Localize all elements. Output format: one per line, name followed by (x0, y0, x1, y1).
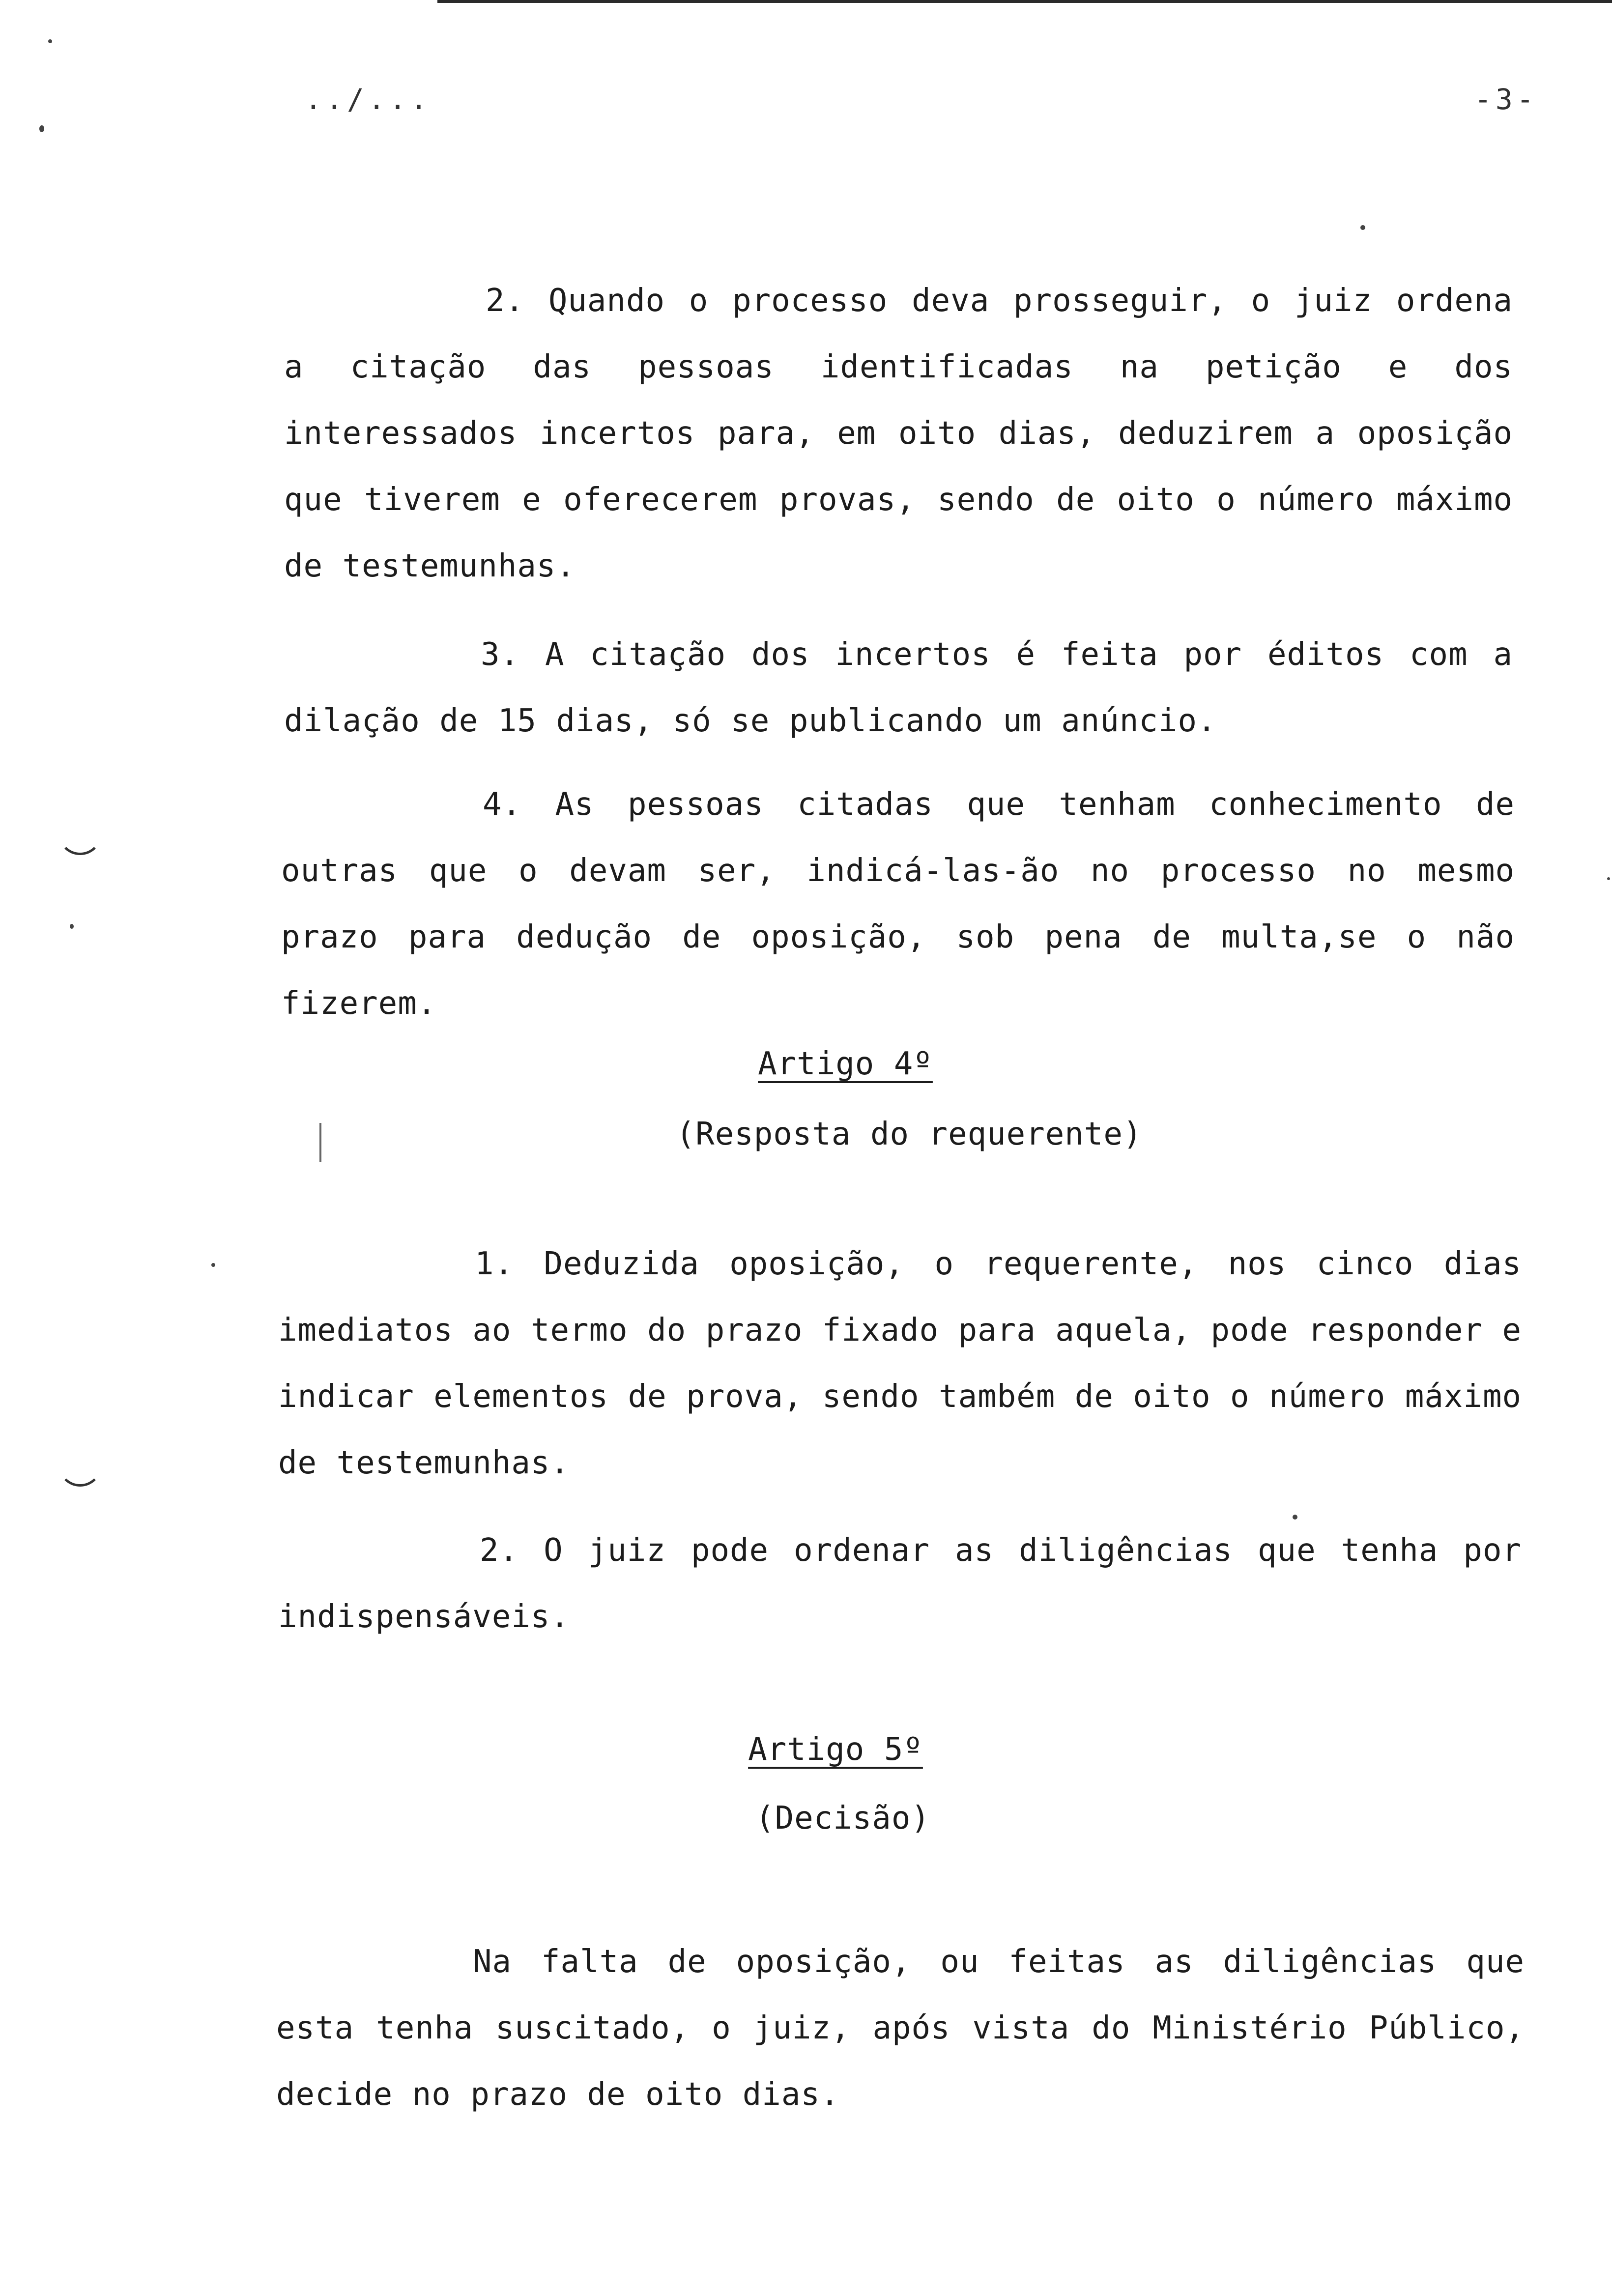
article-5-subtitle: (Decisão) (755, 1800, 930, 1837)
article-4-paragraph-2: 2. O juiz pode ordenar as diligências que tenha por indispensáveis. (278, 1532, 1522, 1635)
scan-speck (211, 1263, 215, 1267)
scan-mark-line (319, 1123, 321, 1162)
scan-speck (1293, 1515, 1297, 1520)
scan-speck (70, 924, 74, 929)
scan-speck (39, 125, 44, 132)
article-5-title: Artigo 5º (748, 1731, 923, 1768)
article-4-paragraph-1: 1. Deduzida oposição, o requerente, nos cinco dias imediatos ao termo do prazo fixado para aquela, pode responder e indicar elementos de prova, sendo também de oito o número máximo de testemunhas. (278, 1246, 1522, 1481)
paragraph-item-2: 2. Quando o processo deva prosseguir, o juiz ordena a citação das pessoas identificadas na petição e dos interessados incertos para, em oito dias, deduzirem a oposição que tiverem e oferecerem provas, sendo de oito o número máximo de testemunhas. (284, 283, 1513, 584)
scan-speck (48, 39, 52, 43)
scan-top-edge-line (437, 0, 1612, 3)
paragraph-item-3: 3. A citação dos incertos é feita por éditos com a dilação de 15 dias, só se publicando um anúncio. (284, 636, 1513, 739)
page-number: -3- (1474, 83, 1538, 116)
scan-speck (1607, 877, 1610, 880)
scan-speck (1360, 225, 1365, 230)
scan-mark-arc (58, 831, 102, 855)
article-4-title: Artigo 4º (758, 1046, 933, 1082)
paragraph-item-4: 4. As pessoas citadas que tenham conhecimento de outras que o devam ser, indicá-las-ão no processo no mesmo prazo para dedução de oposição, sob pena de multa,se o não fizerem. (281, 786, 1515, 1022)
article-4-subtitle: (Resposta do requerente) (676, 1116, 1143, 1152)
continuation-marker: ../... (305, 83, 432, 116)
scan-mark-arc (58, 1462, 102, 1487)
article-5-paragraph: Na falta de oposição, ou feitas as diligências que esta tenha suscitado, o juiz, após vista do Ministério Público, decide no prazo de oito dias. (276, 1944, 1525, 2113)
